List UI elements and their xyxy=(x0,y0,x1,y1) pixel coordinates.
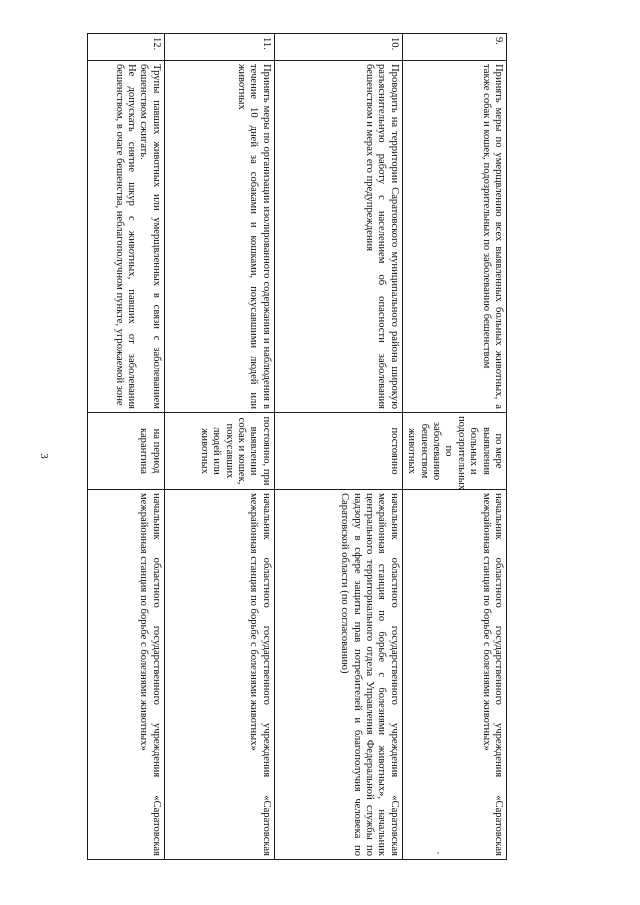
row-number: 12. xyxy=(87,34,164,61)
action-cell xyxy=(87,61,164,413)
term-cell: на период карантина xyxy=(87,413,164,490)
action-text: Принять меры по организации изолированного содержания и наблюдения в течение 10 дней за собаками и кошками, покусавшими людей или животных xyxy=(236,64,272,409)
row-number: 9. xyxy=(402,34,506,61)
action-text: Не допускать снятие шкур с животных, павших от заболевания бешенством, в очаге бешенства, неблагополучном пункте, угрожаемой зоне xyxy=(113,64,138,409)
responsible-cell: начальник областного государственного учреждения «Саратовская межрайонная станция по борьбе с болезнями животных», начальник центрального территориального отдела Управления Федеральной службы по надзору в сфере защиты прав потребителей и благополучия человека по Саратовской области (по согласованию) xyxy=(274,490,402,860)
responsible-cell: начальник областного государственного учреждения «Саратовская межрайонная станция по борьбе с болезнями животных» xyxy=(87,490,164,860)
row-number: 11. xyxy=(164,34,274,61)
term-cell: постоянно xyxy=(274,413,402,490)
rotated-table-wrapper xyxy=(94,33,507,860)
action-text: Трупы павших животных или умерщвленных в связи с заболеванием бешенством сжигать. xyxy=(138,64,162,409)
row-number: 10. xyxy=(274,34,402,61)
page-number: 3 xyxy=(38,453,50,459)
scan-speck xyxy=(437,852,439,854)
table-row xyxy=(274,34,402,860)
action-cell xyxy=(274,61,402,413)
responsible-cell: начальник областного государственного учреждения «Саратовская межрайонная станция по борьбе с болезнями животных» xyxy=(164,490,274,860)
term-cell: постоянно, при выявлении собак и кошек, покусавших людей или животных xyxy=(164,413,274,490)
action-text: Проводить на территории Саратовского муниципального района широкую разъяснительную работу с населением об опасности заболевания бешенством и мерах его предупреждения xyxy=(364,64,400,409)
measures-table xyxy=(87,33,507,860)
term-cell: по мере выявления больных и подозрительных по заболеванию бешенством животных xyxy=(402,413,506,490)
table-row xyxy=(402,34,506,860)
table-row xyxy=(87,34,164,860)
responsible-cell: начальник областного государственного учреждения «Саратовская межрайонная станция по борьбе с болезнями животных» xyxy=(402,490,506,860)
action-cell xyxy=(402,61,506,413)
action-text: Принять меры по умерщвлению всех выявленных больных животных, а также собак и кошек, подозрительных по заболеванию бешенством xyxy=(480,64,504,409)
action-cell xyxy=(164,61,274,413)
table-row xyxy=(164,34,274,860)
